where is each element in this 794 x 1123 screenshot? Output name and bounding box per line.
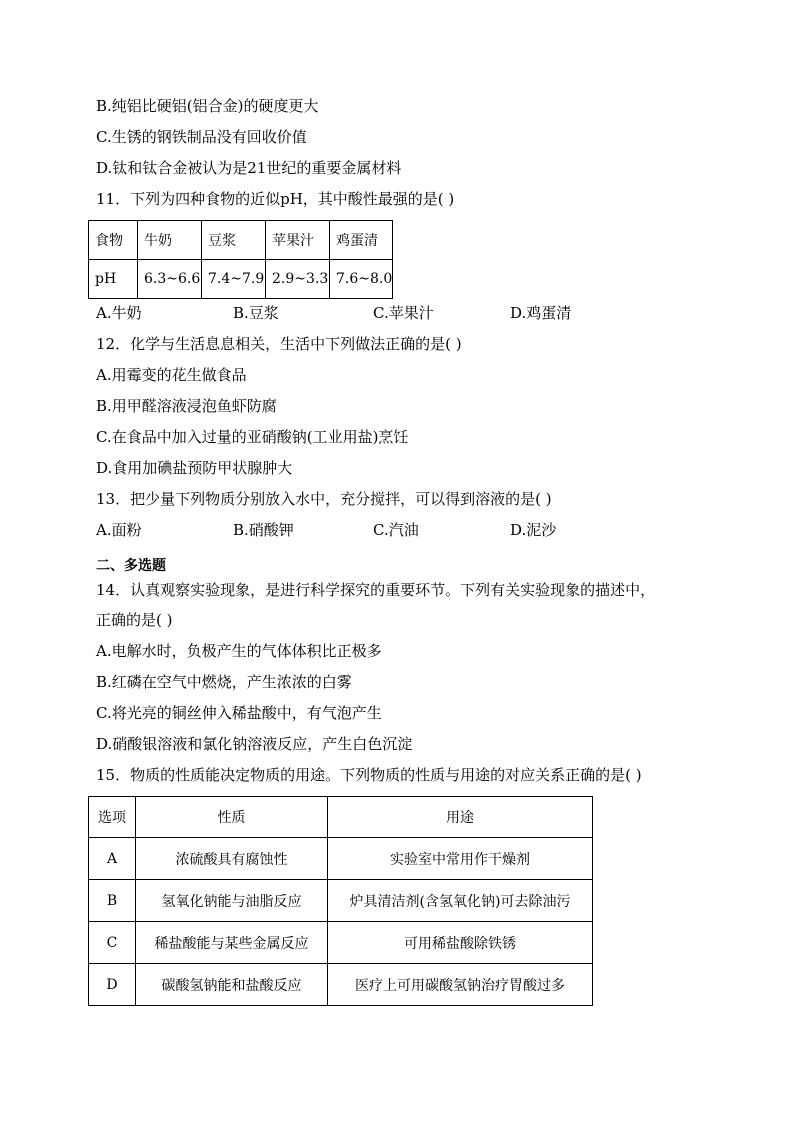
q12-option-a: A.用霉变的花生做食品 — [96, 366, 247, 384]
option-c-q10: C.生锈的钢铁制品没有回收价值 — [96, 128, 307, 146]
ph-table-header-row — [89, 221, 393, 260]
question-15-stem: 15．物质的性质能决定物质的用途。下列物质的性质与用途的对应关系正确的是( ) — [96, 766, 642, 784]
question-13-stem: 13．把少量下列物质分别放入水中，充分搅拌，可以得到溶液的是( ) — [96, 490, 552, 508]
property-table-header-row — [89, 797, 593, 838]
question-11-stem: 11．下列为四种食物的近似pH，其中酸性最强的是( ) — [96, 190, 455, 208]
property-table-cell: B — [89, 880, 136, 922]
ph-table-cell: 7.4~7.9 — [202, 260, 266, 299]
property-table-cell: 选项 — [89, 797, 136, 838]
property-table-row — [89, 838, 593, 880]
q13-option-c: C.汽油 — [373, 521, 419, 539]
ph-table-cell: 苹果汁 — [266, 221, 330, 260]
ph-table-cell: pH — [89, 260, 138, 299]
ph-table-cell: 牛奶 — [138, 221, 202, 260]
question-14-stem: 14．认真观察实验现象，是进行科学探究的重要环节。下列有关实验现象的描述中， — [96, 581, 656, 599]
question-12-stem: 12．化学与生活息息相关，生活中下列做法正确的是( ) — [96, 335, 462, 353]
property-table-cell: A — [89, 838, 136, 880]
property-table-cell: 实验室中常用作干燥剂 — [328, 838, 593, 880]
option-b-q10: B.纯铝比硬铝(铝合金)的硬度更大 — [96, 97, 319, 115]
q14-option-d: D.硝酸银溶液和氯化钠溶液反应，产生白色沉淀 — [96, 735, 413, 753]
ph-table-cell: 7.6~8.0 — [330, 260, 393, 299]
property-table-cell: 炉具清洁剂(含氢氧化钠)可去除油污 — [328, 880, 593, 922]
property-table-cell: 用途 — [328, 797, 593, 838]
q14-option-b: B.红磷在空气中燃烧，产生浓浓的白雾 — [96, 673, 352, 691]
ph-table-cell: 2.9~3.3 — [266, 260, 330, 299]
property-table-cell: C — [89, 922, 136, 964]
q12-option-b: B.用甲醛溶液浸泡鱼虾防腐 — [96, 397, 277, 415]
property-table-cell: 可用稀盐酸除铁锈 — [328, 922, 593, 964]
property-table-row — [89, 880, 593, 922]
q11-option-c: C.苹果汁 — [373, 304, 434, 322]
q11-option-b: B.豆浆 — [233, 304, 279, 322]
ph-table-value-row — [89, 260, 393, 299]
q13-option-a: A.面粉 — [96, 521, 142, 539]
q12-option-d: D.食用加碘盐预防甲状腺肿大 — [96, 459, 293, 477]
ph-table-cell: 鸡蛋清 — [330, 221, 393, 260]
option-d-q10: D.钛和钛合金被认为是21世纪的重要金属材料 — [96, 159, 402, 177]
property-table-row — [89, 922, 593, 964]
property-table-cell: 浓硫酸具有腐蚀性 — [136, 838, 328, 880]
property-table-cell: 医疗上可用碳酸氢钠治疗胃酸过多 — [328, 964, 593, 1006]
ph-table — [88, 220, 393, 299]
question-14-stem-cont: 正确的是( ) — [96, 611, 173, 629]
property-table-cell: 性质 — [136, 797, 328, 838]
property-table-cell: 氢氧化钠能与油脂反应 — [136, 880, 328, 922]
property-use-table — [88, 796, 593, 1006]
q13-option-b: B.硝酸钾 — [233, 521, 294, 539]
q12-option-c: C.在食品中加入过量的亚硝酸钠(工业用盐)烹饪 — [96, 428, 409, 446]
property-table-cell: D — [89, 964, 136, 1006]
property-table-cell: 碳酸氢钠能和盐酸反应 — [136, 964, 328, 1006]
q13-option-d: D.泥沙 — [510, 521, 557, 539]
q11-option-a: A.牛奶 — [96, 304, 142, 322]
section-heading-multiple-choice: 二、多选题 — [96, 558, 166, 574]
ph-table-cell: 食物 — [89, 221, 138, 260]
property-table-cell: 稀盐酸能与某些金属反应 — [136, 922, 328, 964]
q14-option-c: C.将光亮的铜丝伸入稀盐酸中，有气泡产生 — [96, 704, 382, 722]
q11-option-d: D.鸡蛋清 — [510, 304, 572, 322]
q14-option-a: A.电解水时，负极产生的气体体积比正极多 — [96, 642, 382, 660]
ph-table-cell: 豆浆 — [202, 221, 266, 260]
property-table-row — [89, 964, 593, 1006]
ph-table-cell: 6.3~6.6 — [138, 260, 202, 299]
